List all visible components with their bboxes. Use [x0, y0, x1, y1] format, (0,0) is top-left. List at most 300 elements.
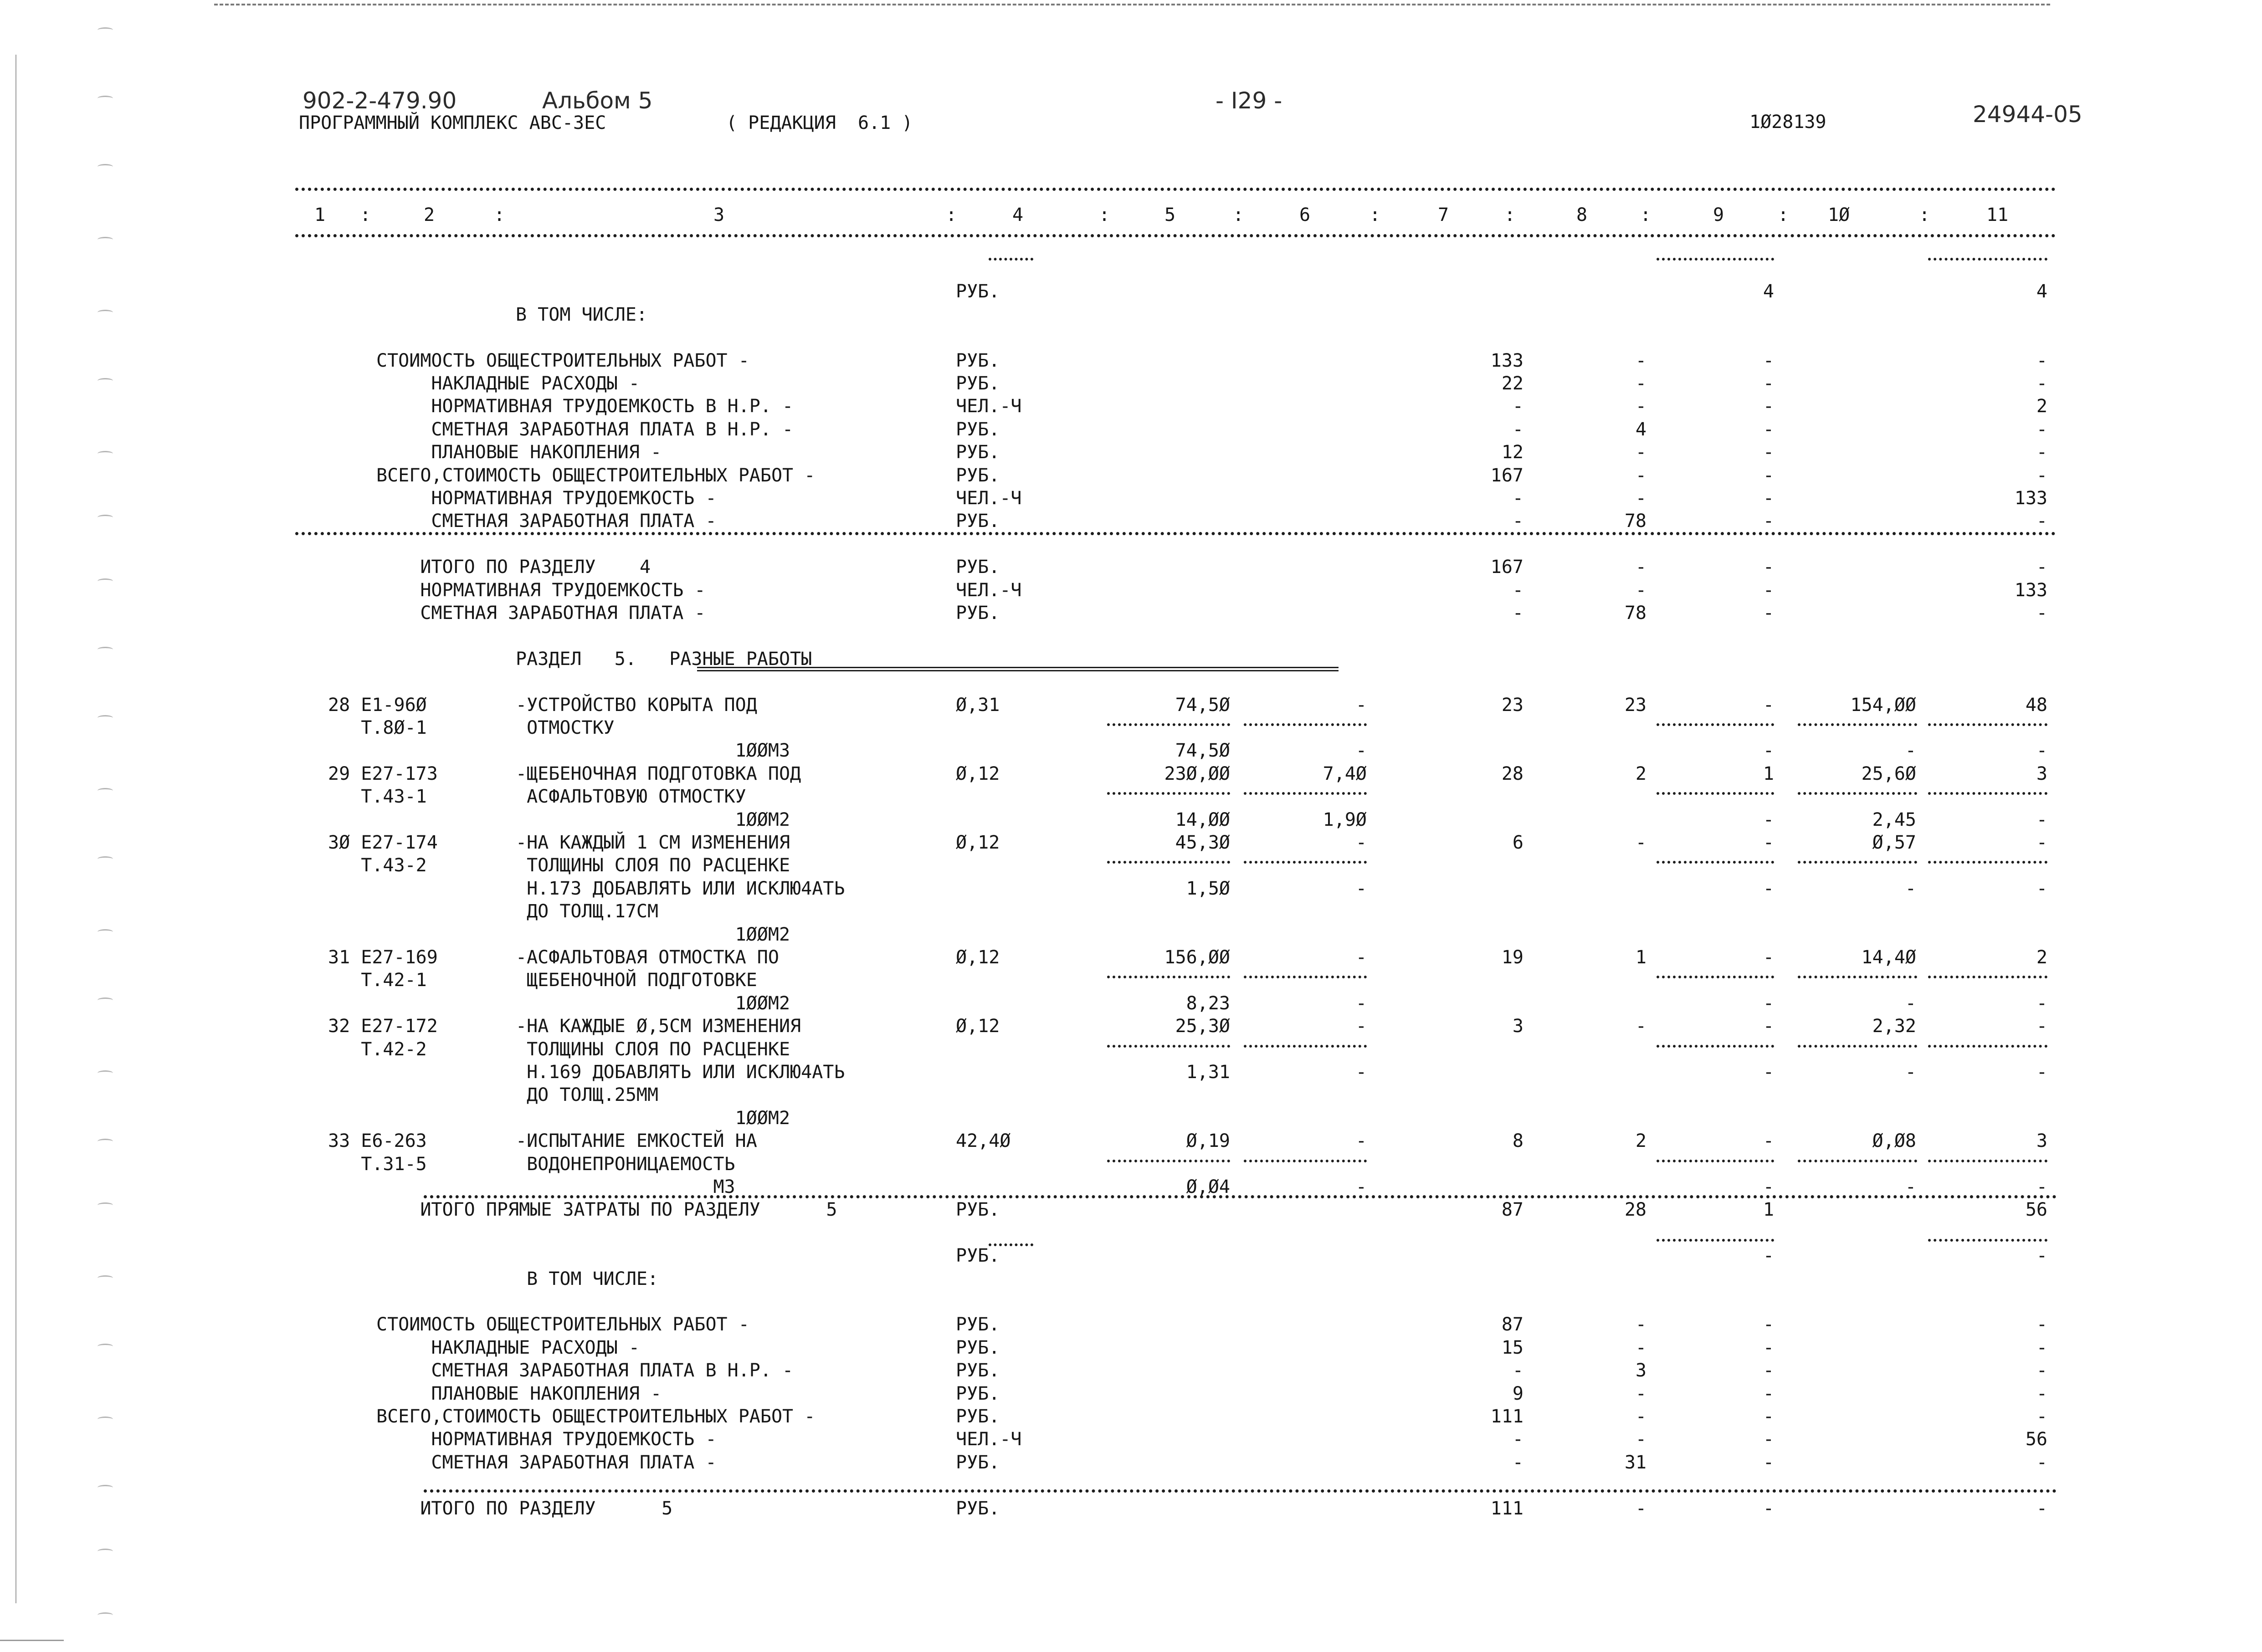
binding-mark [97, 647, 113, 652]
total-cost: 111 [1490, 1498, 1523, 1519]
unit-price: 25,3Ø [1175, 1016, 1230, 1037]
section5-title-underline [697, 667, 1339, 671]
total-cost: 87 [1501, 1314, 1523, 1335]
summary-label: СМЕТНАЯ ЗАРАБОТНАЯ ПЛАТА - [376, 1452, 717, 1473]
total-cost: 22 [1501, 373, 1523, 394]
subtotal-rule [1798, 1160, 1917, 1162]
summary-label: СТОИМОСТЬ ОБЩЕСТРОИТЕЛЬНЫХ РАБОТ - [376, 1314, 749, 1335]
labour-total: - [2036, 465, 2047, 486]
summary-label: ВСЕГО,СТОИМОСТЬ ОБЩЕСТРОИТЕЛЬНЫХ РАБОТ - [376, 1406, 816, 1427]
summary-label: СТОИМОСТЬ ОБЩЕСТРОИТЕЛЬНЫХ РАБОТ - [376, 350, 749, 371]
album-label: Альбом 5 [542, 87, 653, 114]
machine-wage: - [1763, 1016, 1774, 1037]
program-name: ПРОГРАММНЫЙ КОМПЛЕКС АВС-3ЕС [299, 113, 606, 133]
machine-wage: - [1763, 993, 1774, 1014]
unit-or-quantity: ЧЕЛ.-Ч [956, 488, 1022, 509]
labour-per-unit: 2,32 [1872, 1016, 1916, 1037]
unit-wage: - [1355, 1062, 1367, 1083]
work-description: -ЩЕБЕНОЧНАЯ ПОДГОТОВКА ПОД [516, 763, 801, 784]
total-cost: 3 [1512, 1016, 1523, 1037]
wage-total: - [1635, 1337, 1646, 1358]
labour-per-unit: 154,ØØ [1850, 695, 1916, 716]
summary-label: НОРМАТИВНАЯ ТРУДОЕМКОСТЬ - [376, 488, 717, 509]
binding-mark [97, 27, 113, 33]
work-description: 1ØØМ2 [516, 809, 790, 830]
machine-wage: 1 [1763, 1199, 1774, 1220]
wage-total: - [1635, 396, 1646, 417]
edition-label: ( РЕДАКЦИЯ 6.1 ) [726, 113, 913, 133]
binding-mark [97, 715, 113, 721]
column-number: 5 [1164, 205, 1176, 225]
work-description: 1ØØМ2 [516, 993, 790, 1014]
labour-total: - [2036, 740, 2047, 761]
col4-short-rule-2 [989, 1243, 1033, 1246]
header-rule-top [295, 188, 2056, 191]
work-description: 1ØØМ2 [516, 924, 790, 945]
summary-label: НАКЛАДНЫЕ РАСХОДЫ - [376, 1337, 640, 1358]
subtotal-rule [1107, 792, 1230, 795]
summary-label: ИТОГО ПО РАЗДЕЛУ 4 [376, 557, 651, 578]
archive-number: 24944-05 [1973, 101, 2082, 128]
column-number: 1Ø [1828, 205, 1850, 225]
labour-total: - [2036, 1360, 2047, 1381]
labour-total: 56 [2025, 1199, 2047, 1220]
wage-total: - [1635, 465, 1646, 486]
subtotal-rule [1798, 861, 1917, 864]
labour-total: - [2036, 373, 2047, 394]
wage-total: - [1635, 1314, 1646, 1335]
item-code: 31 Е27-169 [328, 947, 438, 968]
labour-total: 56 [2025, 1429, 2047, 1450]
binding-mark [97, 451, 113, 456]
column-number: 6 [1299, 205, 1311, 225]
unit-or-quantity: РУБ. [956, 603, 1000, 624]
unit-price: 1,31 [1186, 1062, 1230, 1083]
subtotal-rule [1798, 723, 1917, 726]
doc-number: 1Ø28139 [1749, 112, 1826, 133]
unit-wage: - [1355, 1130, 1367, 1151]
unit-or-quantity: РУБ. [956, 1383, 1000, 1404]
subtotal-rule [1657, 792, 1774, 795]
labour-per-unit: Ø,57 [1872, 832, 1916, 853]
unit-or-quantity: 42,4Ø [956, 1130, 1011, 1151]
wage-total: - [1635, 557, 1646, 578]
labour-total: - [2036, 1176, 2047, 1197]
total-cost: 23 [1501, 695, 1523, 716]
total-cost: 12 [1501, 442, 1523, 463]
wage-total: 4 [1635, 419, 1646, 440]
machine-wage: - [1763, 1337, 1774, 1358]
total-cost: 8 [1512, 1130, 1523, 1151]
work-description: -ИСПЫТАНИЕ ЕМКОСТЕЙ НА [516, 1130, 757, 1151]
unit-price: 45,3Ø [1175, 832, 1230, 853]
labour-per-unit: 25,6Ø [1861, 763, 1916, 784]
column-separator: : [360, 205, 371, 225]
unit-price: 8,23 [1186, 993, 1230, 1014]
binding-mark [97, 515, 113, 520]
work-description: ЩЕБЕНОЧНОЙ ПОДГОТОВКЕ [516, 970, 757, 991]
scan-bottom-mark [0, 1640, 64, 1641]
subtotal-rule [1798, 1045, 1917, 1048]
wage-total: 3 [1635, 1360, 1646, 1381]
unit-wage: - [1355, 1176, 1367, 1197]
work-description: -НА КАЖДЫЙ 1 СМ ИЗМЕНЕНИЯ [516, 832, 790, 853]
machine-wage: - [1763, 350, 1774, 371]
summary-label: ПЛАНОВЫЕ НАКОПЛЕНИЯ - [376, 1383, 662, 1404]
unit-or-quantity: РУБ. [956, 1498, 1000, 1519]
unit-or-quantity: РУБ. [956, 419, 1000, 440]
summary-label: СМЕТНАЯ ЗАРАБОТНАЯ ПЛАТА - [376, 603, 706, 624]
unit-or-quantity: РУБ. [956, 557, 1000, 578]
section5-items-rule [424, 1195, 2057, 1198]
machine-wage: - [1763, 1130, 1774, 1151]
machine-wage: - [1763, 1406, 1774, 1427]
column-separator: : [1233, 205, 1244, 225]
column-separator: : [494, 205, 505, 225]
summary-label: ВСЕГО,СТОИМОСТЬ ОБЩЕСТРОИТЕЛЬНЫХ РАБОТ - [376, 465, 816, 486]
machine-wage: - [1763, 488, 1774, 509]
column-separator: : [1504, 205, 1516, 225]
unit-price: 74,5Ø [1175, 695, 1230, 716]
unit-price: 156,ØØ [1164, 947, 1230, 968]
work-description: ДО ТОЛЩ.17СМ [516, 901, 659, 922]
total-cost: 87 [1501, 1199, 1523, 1220]
column-number: 4 [1012, 205, 1024, 225]
summary-label: НОРМАТИВНАЯ ТРУДОЕМКОСТЬ - [376, 580, 706, 601]
page-number: - I29 - [1216, 87, 1282, 114]
unit-price: 23Ø,ØØ [1164, 763, 1230, 784]
unit-or-quantity: Ø,12 [956, 763, 1000, 784]
machine-wage: - [1763, 1176, 1774, 1197]
summary-label: НОРМАТИВНАЯ ТРУДОЕМКОСТЬ - [376, 1429, 717, 1450]
unit-or-quantity: РУБ. [956, 1406, 1000, 1427]
item-code: Т.31-5 [328, 1154, 427, 1175]
item-code: Т.42-2 [328, 1039, 427, 1060]
machine-wage: - [1763, 878, 1774, 899]
unit-wage: - [1355, 695, 1367, 716]
total-cost: - [1512, 396, 1523, 417]
unit-or-quantity: РУБ. [956, 511, 1000, 532]
total-cost: 167 [1490, 557, 1523, 578]
total-cost: 167 [1490, 465, 1523, 486]
work-description: ДО ТОЛЩ.25ММ [516, 1084, 659, 1105]
unit-or-quantity: РУБ. [956, 465, 1000, 486]
subtotal-rule [1798, 976, 1917, 978]
wage-total: - [1635, 832, 1646, 853]
wage-total: - [1635, 580, 1646, 601]
subtotal-rule [1657, 1160, 1774, 1162]
unit-wage: 7,4Ø [1323, 763, 1367, 784]
item-code: 32 Е27-172 [328, 1016, 438, 1037]
wage-total: - [1635, 1498, 1646, 1519]
item-code: Т.43-2 [328, 855, 427, 876]
machine-wage: - [1763, 511, 1774, 532]
labour-total: - [2036, 1498, 2047, 1519]
unit-price: 74,5Ø [1175, 740, 1230, 761]
labour-total: - [2036, 350, 2047, 371]
work-description: ОТМОСТКУ [516, 717, 615, 738]
total-cost: - [1512, 603, 1523, 624]
labour-per-unit: 14,4Ø [1861, 947, 1916, 968]
unit-or-quantity: ЧЕЛ.-Ч [956, 1429, 1022, 1450]
subtotal-rule [1657, 976, 1774, 978]
column-number: 3 [713, 205, 725, 225]
wage-total: - [1635, 373, 1646, 394]
machine-wage: - [1763, 1245, 1774, 1266]
machine-wage: - [1763, 1429, 1774, 1450]
scan-left-edge [15, 55, 16, 1603]
unit-or-quantity: РУБ. [956, 442, 1000, 463]
summary-label: ПЛАНОВЫЕ НАКОПЛЕНИЯ - [376, 442, 662, 463]
summary-label: НАКЛАДНЫЕ РАСХОДЫ - [376, 373, 640, 394]
unit-or-quantity: РУБ. [956, 1314, 1000, 1335]
labour-per-unit: - [1905, 993, 1916, 1014]
subtotal-rule [1928, 792, 2047, 795]
machine-wage: 1 [1763, 763, 1774, 784]
subtotal-rule [1107, 1045, 1230, 1048]
unit-or-quantity: РУБ. [956, 281, 1000, 302]
binding-mark [97, 1549, 113, 1554]
labour-total: 3 [2036, 1130, 2047, 1151]
column-number: 2 [424, 205, 435, 225]
col11-short-rule-2 [1928, 1239, 2047, 1242]
total-cost: 28 [1501, 763, 1523, 784]
subtotal-rule [1244, 1160, 1367, 1162]
unit-price: Ø,Ø4 [1186, 1176, 1230, 1197]
column-separator: : [946, 205, 957, 225]
subtotal-rule [1244, 976, 1367, 978]
summary-label: СМЕТНАЯ ЗАРАБОТНАЯ ПЛАТА В Н.Р. - [376, 419, 794, 440]
total-cost: - [1512, 1452, 1523, 1473]
wage-total: - [1635, 442, 1646, 463]
unit-or-quantity: РУБ. [956, 1360, 1000, 1381]
machine-wage: - [1763, 832, 1774, 853]
labour-total: 2 [2036, 396, 2047, 417]
work-description: ТОЛЩИНЫ СЛОЯ ПО РАСЦЕНКЕ [516, 1039, 790, 1060]
machine-wage: 4 [1763, 281, 1774, 302]
section5-totals-rule [424, 1489, 2057, 1493]
work-description: В ТОМ ЧИСЛЕ: [516, 304, 647, 325]
binding-mark [97, 1612, 113, 1618]
item-code: 3Ø Е27-174 [328, 832, 438, 853]
machine-wage: - [1763, 442, 1774, 463]
subtotal-rule [1928, 861, 2047, 864]
wage-total: - [1635, 1429, 1646, 1450]
machine-wage: - [1763, 373, 1774, 394]
item-code: 28 Е1-96Ø [328, 695, 427, 716]
work-description: Н.173 ДОБАВЛЯТЬ ИЛИ ИСКЛЮ4АТЬ [516, 878, 845, 899]
column-number: 9 [1713, 205, 1724, 225]
unit-or-quantity: РУБ. [956, 1337, 1000, 1358]
total-cost: - [1512, 580, 1523, 601]
wage-total: 31 [1624, 1452, 1646, 1473]
unit-wage: - [1355, 832, 1367, 853]
labour-total: - [2036, 442, 2047, 463]
col11-short-rule [1928, 258, 2047, 261]
total-cost: - [1512, 1360, 1523, 1381]
wage-total: 78 [1624, 603, 1646, 624]
binding-mark [97, 1344, 113, 1349]
subtotal-rule [1107, 723, 1230, 726]
machine-wage: - [1763, 465, 1774, 486]
column-number: 1 [314, 205, 326, 225]
binding-mark [97, 1275, 113, 1281]
section4-totals-rule [295, 532, 2056, 535]
total-cost: 6 [1512, 832, 1523, 853]
labour-total: - [2036, 557, 2047, 578]
subtotal-rule [1244, 1045, 1367, 1048]
column-number: 8 [1576, 205, 1588, 225]
subtotal-rule [1928, 976, 2047, 978]
machine-wage: - [1763, 1498, 1774, 1519]
total-cost: - [1512, 419, 1523, 440]
machine-wage: - [1763, 1062, 1774, 1083]
unit-price: 14,ØØ [1175, 809, 1230, 830]
work-description: АСФАЛЬТОВУЮ ОТМОСТКУ [516, 786, 746, 807]
unit-wage: 1,9Ø [1323, 809, 1367, 830]
unit-or-quantity: РУБ. [956, 350, 1000, 371]
subtotal-rule [1798, 792, 1917, 795]
labour-total: - [2036, 511, 2047, 532]
work-description: ТОЛЩИНЫ СЛОЯ ПО РАСЦЕНКЕ [516, 855, 790, 876]
summary-label: СМЕТНАЯ ЗАРАБОТНАЯ ПЛАТА В Н.Р. - [376, 1360, 794, 1381]
binding-mark [97, 788, 113, 793]
subtotal-rule [1928, 1160, 2047, 1162]
labour-total: - [2036, 419, 2047, 440]
header-rule-bottom [295, 234, 2056, 237]
unit-price: 1,5Ø [1186, 878, 1230, 899]
machine-wage: - [1763, 557, 1774, 578]
labour-per-unit: Ø,Ø8 [1872, 1130, 1916, 1151]
subtotal-rule [1107, 976, 1230, 978]
work-description: РАЗДЕЛ 5. РАЗНЫЕ РАБОТЫ [516, 649, 812, 670]
wage-total: 23 [1624, 695, 1646, 716]
labour-total: 2 [2036, 947, 2047, 968]
binding-mark [97, 1070, 113, 1076]
wage-total: - [1635, 1383, 1646, 1404]
unit-wage: - [1355, 740, 1367, 761]
labour-per-unit: - [1905, 1062, 1916, 1083]
unit-or-quantity: ЧЕЛ.-Ч [956, 396, 1022, 417]
unit-or-quantity: ЧЕЛ.-Ч [956, 580, 1022, 601]
labour-total: - [2036, 1016, 2047, 1037]
wage-total: - [1635, 1406, 1646, 1427]
column-separator: : [1778, 205, 1789, 225]
subtotal-rule [1928, 723, 2047, 726]
wage-total: - [1635, 1016, 1646, 1037]
column-separator: : [1099, 205, 1110, 225]
wage-total: - [1635, 488, 1646, 509]
subtotal-rule [1657, 723, 1774, 726]
labour-total: 3 [2036, 763, 2047, 784]
machine-wage: - [1763, 947, 1774, 968]
column-number: 11 [1986, 205, 2009, 225]
machine-wage: - [1763, 580, 1774, 601]
unit-or-quantity: РУБ. [956, 1199, 1000, 1220]
total-cost: 19 [1501, 947, 1523, 968]
machine-wage: - [1763, 1452, 1774, 1473]
unit-or-quantity: Ø,12 [956, 1016, 1000, 1037]
labour-total: 133 [2014, 580, 2047, 601]
summary-label: НОРМАТИВНАЯ ТРУДОЕМКОСТЬ В Н.Р. - [376, 396, 794, 417]
binding-mark [97, 1139, 113, 1144]
summary-label: ИТОГО ПО РАЗДЕЛУ 5 [376, 1498, 673, 1519]
binding-mark [97, 1417, 113, 1422]
item-code: Т.8Ø-1 [328, 717, 427, 738]
summary-label: ИТОГО ПРЯМЫЕ ЗАТРАТЫ ПО РАЗДЕЛУ 5 [376, 1199, 837, 1220]
binding-mark [97, 856, 113, 862]
wage-total: 2 [1635, 763, 1646, 784]
unit-wage: - [1355, 947, 1367, 968]
labour-total: - [2036, 1406, 2047, 1427]
subtotal-rule [1244, 792, 1367, 795]
item-code: Т.43-1 [328, 786, 427, 807]
labour-total: 48 [2025, 695, 2047, 716]
work-description: В ТОМ ЧИСЛЕ: [516, 1268, 659, 1289]
binding-mark [97, 378, 113, 384]
unit-wage: - [1355, 1016, 1367, 1037]
wage-total: 2 [1635, 1130, 1646, 1151]
labour-total: - [2036, 1314, 2047, 1335]
machine-wage: - [1763, 603, 1774, 624]
subtotal-rule [1107, 1160, 1230, 1162]
total-cost: 111 [1490, 1406, 1523, 1427]
labour-total: - [2036, 832, 2047, 853]
binding-mark [97, 578, 113, 584]
column-separator: : [1640, 205, 1652, 225]
unit-or-quantity: Ø,12 [956, 947, 1000, 968]
machine-wage: - [1763, 1314, 1774, 1335]
binding-mark [97, 96, 113, 101]
work-description: 1ØØМ2 [516, 1108, 790, 1129]
unit-or-quantity: Ø,12 [956, 832, 1000, 853]
machine-wage: - [1763, 396, 1774, 417]
unit-price: Ø,19 [1186, 1130, 1230, 1151]
labour-total: - [2036, 1062, 2047, 1083]
work-description: -НА КАЖДЫЕ Ø,5СМ ИЗМЕНЕНИЯ [516, 1016, 801, 1037]
subtotal-rule [1107, 861, 1230, 864]
summary-label: СМЕТНАЯ ЗАРАБОТНАЯ ПЛАТА - [376, 511, 717, 532]
machine-wage: - [1763, 695, 1774, 716]
unit-or-quantity: РУБ. [956, 1452, 1000, 1473]
labour-per-unit: - [1905, 1176, 1916, 1197]
machine-wage: - [1763, 1383, 1774, 1404]
labour-total: - [2036, 878, 2047, 899]
unit-or-quantity: Ø,31 [956, 695, 1000, 716]
total-cost: - [1512, 1429, 1523, 1450]
binding-mark [97, 164, 113, 169]
subtotal-rule [1657, 861, 1774, 864]
wage-total: 78 [1624, 511, 1646, 532]
work-description: М3 [516, 1176, 735, 1197]
labour-total: - [2036, 993, 2047, 1014]
subtotal-rule [1244, 861, 1367, 864]
column-separator: : [1370, 205, 1381, 225]
item-code: 33 Е6-263 [328, 1130, 427, 1151]
unit-wage: - [1355, 993, 1367, 1014]
unit-or-quantity: РУБ. [956, 1245, 1000, 1266]
labour-total: - [2036, 809, 2047, 830]
work-description: -АСФАЛЬТОВАЯ ОТМОСТКА ПО [516, 947, 779, 968]
machine-wage: - [1763, 1360, 1774, 1381]
labour-total: - [2036, 1337, 2047, 1358]
binding-mark [97, 310, 113, 315]
total-cost: - [1512, 511, 1523, 532]
subtotal-rule [1657, 1045, 1774, 1048]
total-cost: - [1512, 488, 1523, 509]
work-description: -УСТРОЙСТВО КОРЫТА ПОД [516, 695, 757, 716]
labour-per-unit: - [1905, 740, 1916, 761]
